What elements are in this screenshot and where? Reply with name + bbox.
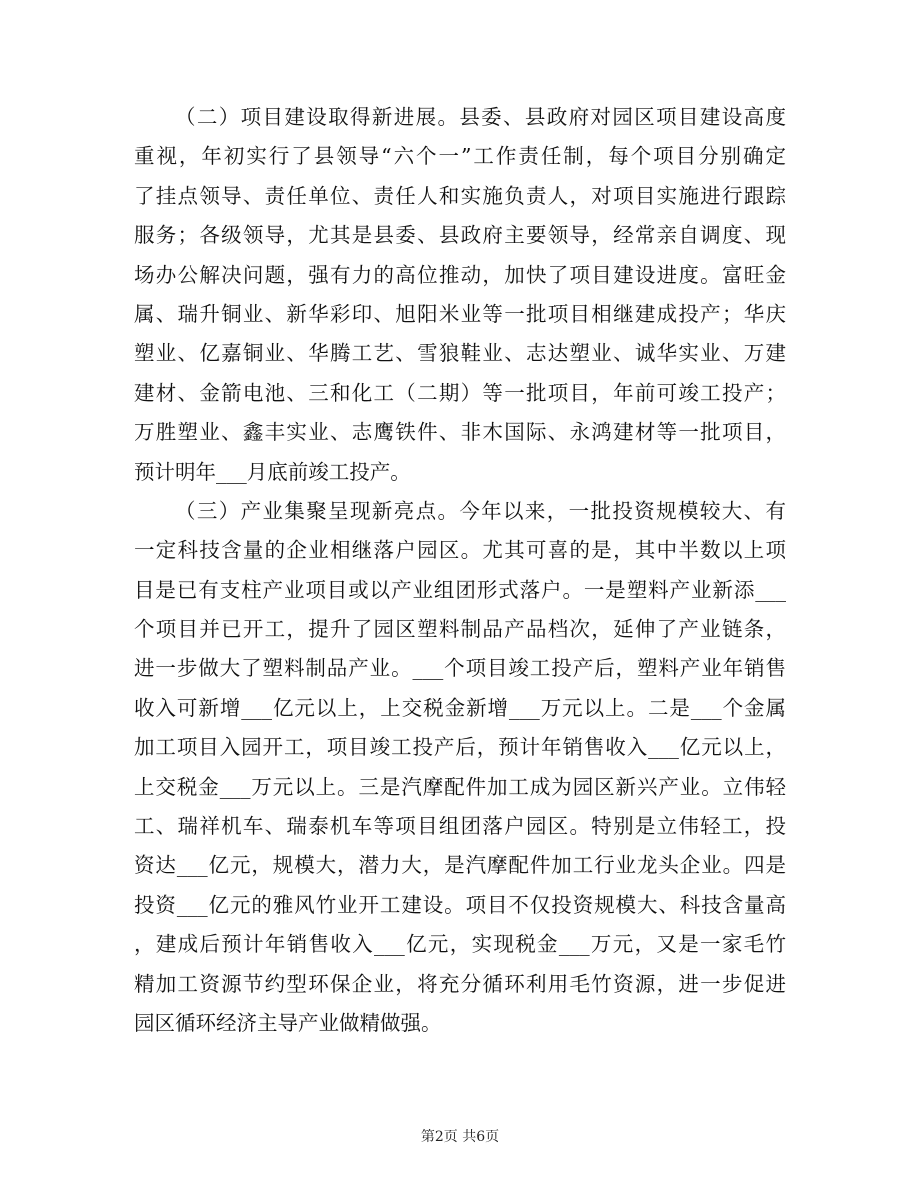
text-line: 建材、金箭电池、三和化工（二期）等一批项目，年前可竣工投产； — [134, 380, 786, 405]
text-line: 属、瑞升铜业、新华彩印、旭阳米业等一批项目相继建成投产；华庆 — [134, 301, 786, 326]
text-line: 服务；各级领导，尤其是县委、县政府主要领导，经常亲自调度、现 — [134, 223, 786, 248]
text-line: 场办公解决问题，强有力的高位推动，加快了项目建设进度。富旺金 — [134, 262, 786, 287]
text-line: 收入可新增___亿元以上，上交税金新增___万元以上。二是___个金属 — [134, 695, 786, 720]
paragraph-project-progress — [134, 98, 786, 492]
text-line: 上交税金___万元以上。三是汽摩配件加工成为园区新兴产业。立伟轻 — [134, 774, 786, 799]
text-line: 预计明年___月底前竣工投产。 — [134, 459, 411, 484]
text-line: 一定科技含量的企业相继落户园区。尤其可喜的是，其中半数以上项 — [134, 538, 786, 563]
text-line: 资达___亿元，规模大，潜力大，是汽摩配件加工行业龙头企业。四是 — [134, 853, 786, 878]
text-line: 加工项目入园开工，项目竣工投产后，预计年销售收入___亿元以上， — [134, 735, 786, 760]
text-line: 进一步做大了塑料制品产业。___个项目竣工投产后，塑料产业年销售 — [134, 656, 786, 681]
text-line: （二）项目建设取得新进展。县委、县政府对园区项目建设高度 — [175, 105, 786, 129]
document-body — [134, 98, 786, 1043]
text-line: 园区循环经济主导产业做精做强。 — [134, 1010, 442, 1035]
text-line: 重视，年初实行了县领导“六个一”工作责任制，每个项目分别确定 — [134, 144, 786, 169]
text-line: 目是已有支柱产业项目或以产业组团形式落户。一是塑料产业新添___ — [134, 577, 786, 602]
text-line: （三）产业集聚呈现新亮点。今年以来，一批投资规模较大、有 — [175, 498, 786, 523]
paragraph-industry-cluster — [134, 492, 786, 1043]
text-line: 了挂点领导、责任单位、责任人和实施负责人，对项目实施进行跟踪 — [134, 183, 786, 208]
text-line: 塑业、亿嘉铜业、华腾工艺、雪狼鞋业、志达塑业、诚华实业、万建 — [134, 341, 786, 366]
page-number: 第2页 共6页 — [420, 1129, 500, 1145]
text-line: 精加工资源节约型环保企业，将充分循环利用毛竹资源，进一步促进 — [134, 971, 786, 996]
text-line: ，建成后预计年销售收入___亿元，实现税金___万元，又是一家毛竹 — [134, 932, 786, 957]
text-line: 投资___亿元的雅风竹业开工建设。项目不仅投资规模大、科技含量高 — [134, 892, 786, 917]
text-line: 个项目并已开工，提升了园区塑料制品产品档次，延伸了产业链条， — [134, 617, 786, 642]
text-line: 万胜塑业、鑫丰实业、志鹰铁件、非木国际、永鸿建材等一批项目， — [134, 420, 786, 445]
text-line: 工、瑞祥机车、瑞泰机车等项目组团落户园区。特别是立伟轻工，投 — [134, 814, 786, 839]
